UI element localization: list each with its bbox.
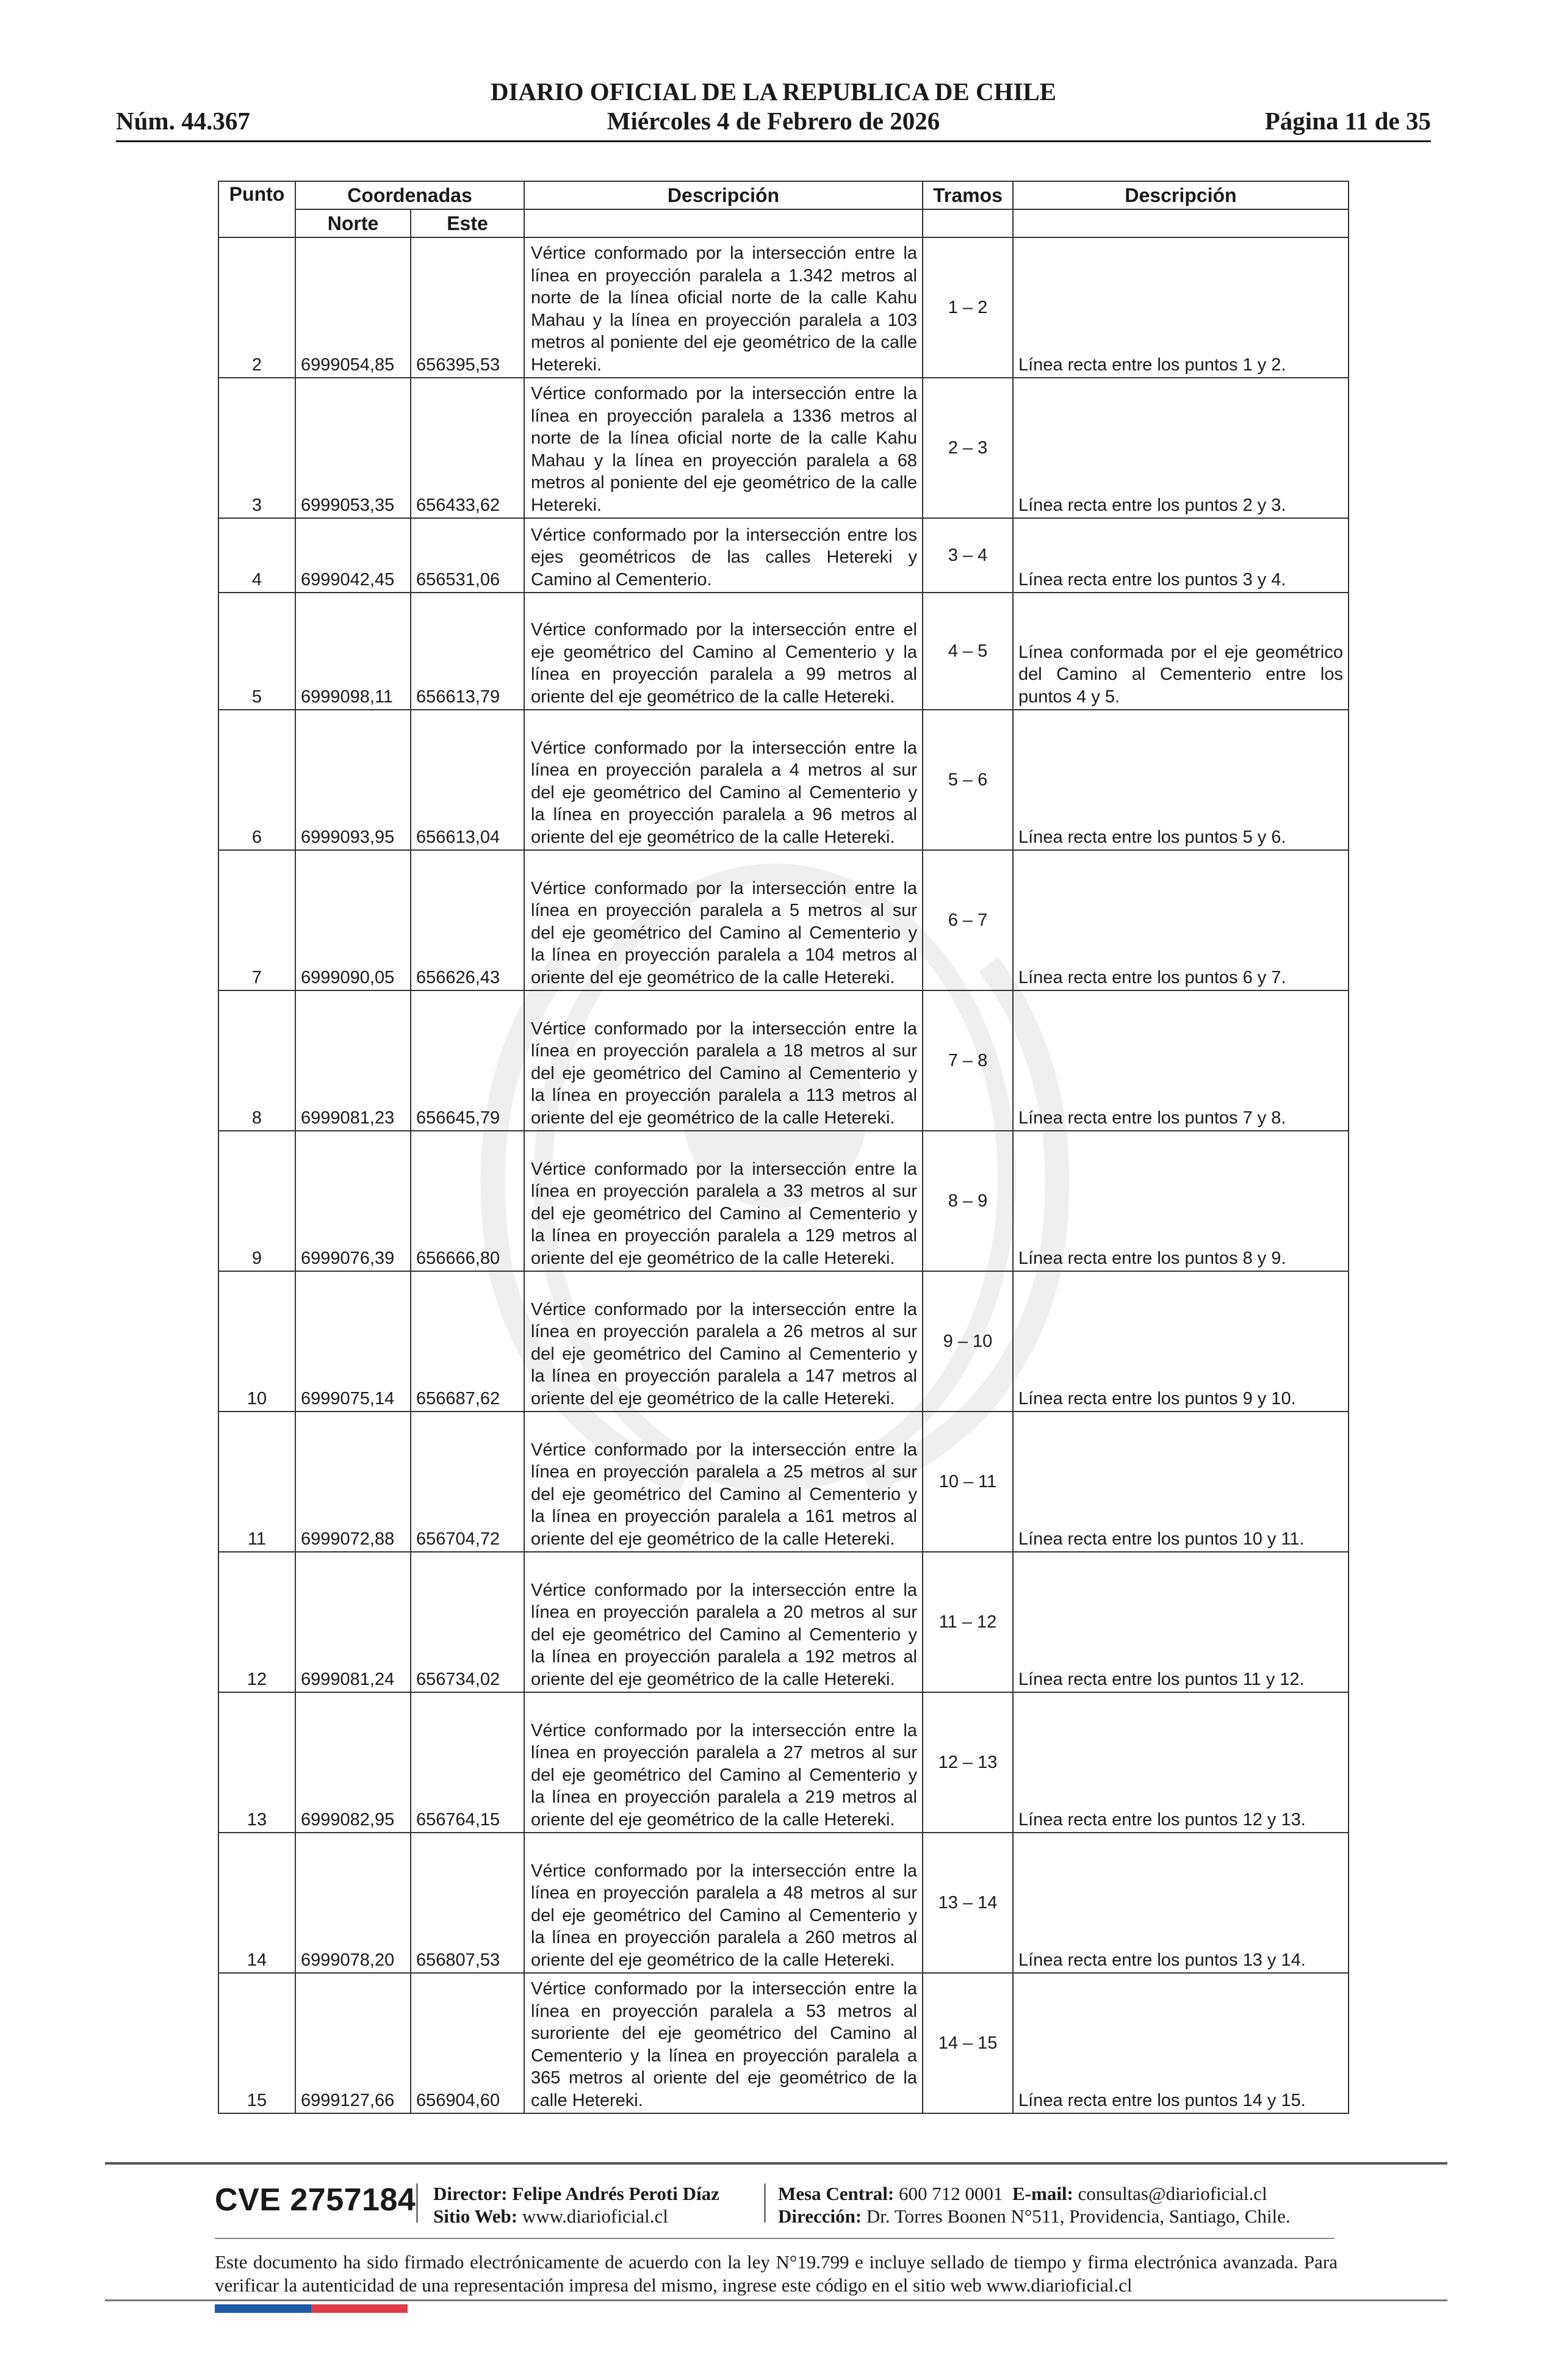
- cell-este: 656626,43: [411, 850, 524, 990]
- cell-descripcion-tramo: Línea conformada por el eje geométrico del Camino al Cementerio entre los puntos 4 y 5.: [1013, 593, 1349, 710]
- cell-este: 656807,53: [411, 1833, 524, 1973]
- director-block: [433, 2182, 719, 2227]
- cell-descripcion: Vértice conformado por la intersección entre la línea en proyección paralela a 5 metros al sur del eje geométrico del Camino al Cementerio y la línea en proyección paralela a 104 metros al oriente del eje geométrico de la calle Hetereki.: [524, 850, 923, 990]
- cell-norte: 6999076,39: [295, 1131, 411, 1271]
- publication-title: DIARIO OFICIAL DE LA REPUBLICA DE CHILE: [490, 78, 1057, 106]
- email-link[interactable]: consultas@diarioficial.cl: [1078, 2183, 1267, 2204]
- cell-este: 656734,02: [411, 1552, 524, 1692]
- cell-norte: 6999054,85: [295, 237, 411, 378]
- header-tramos: Tramos: [923, 181, 1013, 209]
- footer-divider-2: [215, 2238, 1334, 2239]
- legal-notice: Este documento ha sido firmado electrónicamente de acuerdo con la ley N°19.799 e incluye sellado de tiempo y firma electrónica avanzada. Para verificar la autenticidad de una representación impresa del mismo, ingrese este código en el sitio web www.diarioficial.cl: [215, 2251, 1338, 2296]
- cell-descripcion-tramo: Línea recta entre los puntos 9 y 10.: [1013, 1271, 1349, 1412]
- cell-este: 656764,15: [411, 1692, 524, 1833]
- table-row: [218, 1552, 1349, 1692]
- cell-punto: 13: [218, 1692, 295, 1833]
- cell-norte: 6999078,20: [295, 1833, 411, 1973]
- coordinates-table: [218, 181, 1349, 2114]
- header-coordenadas: Coordenadas: [295, 181, 524, 209]
- cell-descripcion: Vértice conformado por la intersección entre la línea en proyección paralela a 33 metros al sur del eje geométrico del Camino al Cementerio y la línea en proyección paralela a 129 metros al oriente del eje geométrico de la calle Hetereki.: [524, 1131, 923, 1271]
- cell-norte: 6999042,45: [295, 518, 411, 593]
- cell-norte: 6999081,24: [295, 1552, 411, 1692]
- cell-este: 656645,79: [411, 990, 524, 1131]
- header-descripcion: Descripción: [524, 181, 923, 209]
- header-tramos-empty: [923, 209, 1013, 237]
- cell-este: 656613,04: [411, 710, 524, 850]
- table-row: [218, 378, 1349, 518]
- cell-descripcion-tramo: Línea recta entre los puntos 10 y 11.: [1013, 1412, 1349, 1552]
- cell-norte: 6999127,66: [295, 1973, 411, 2113]
- cell-descripcion-tramo: Línea recta entre los puntos 7 y 8.: [1013, 990, 1349, 1131]
- cell-punto: 4: [218, 518, 295, 593]
- cell-tramo: 7 – 8: [923, 990, 1013, 1131]
- cell-este: 656666,80: [411, 1131, 524, 1271]
- header-norte: Norte: [295, 209, 411, 237]
- cell-tramo: 13 – 14: [923, 1833, 1013, 1973]
- cve-code: CVE 2757184: [215, 2182, 416, 2218]
- footer-divider: [105, 2162, 1447, 2165]
- director-name: Felipe Andrés Peroti Díaz: [512, 2183, 719, 2204]
- table-body: [218, 237, 1349, 2113]
- publication-date: Miércoles 4 de Febrero de 2026: [607, 107, 940, 135]
- cell-punto: 10: [218, 1271, 295, 1412]
- cell-descripcion: Vértice conformado por la intersección entre la línea en proyección paralela a 20 metros al sur del eje geométrico del Camino al Cementerio y la línea en proyección paralela a 192 metros al oriente del eje geométrico de la calle Hetereki.: [524, 1552, 923, 1692]
- web-link[interactable]: www.diarioficial.cl: [522, 2205, 668, 2227]
- cell-descripcion-tramo: Línea recta entre los puntos 14 y 15.: [1013, 1973, 1349, 2113]
- table-row: [218, 1692, 1349, 1833]
- cell-norte: 6999081,23: [295, 990, 411, 1131]
- contact-block: [778, 2182, 1291, 2227]
- cell-descripcion: Vértice conformado por la intersección entre la línea en proyección paralela a 4 metros al sur del eje geométrico del Camino al Cementerio y la línea en proyección paralela a 96 metros al oriente del eje geométrico de la calle Hetereki.: [524, 710, 923, 850]
- flag-bar-red: [311, 2304, 408, 2313]
- cell-descripcion-tramo: Línea recta entre los puntos 2 y 3.: [1013, 378, 1349, 518]
- header-descripcion-tramo: Descripción: [1013, 181, 1349, 209]
- cell-este: 656613,79: [411, 593, 524, 710]
- cell-tramo: 9 – 10: [923, 1271, 1013, 1412]
- mesa-value: 600 712 0001: [899, 2183, 1003, 2204]
- email-label: E-mail:: [1012, 2183, 1073, 2204]
- cell-descripcion: Vértice conformado por la intersección entre la línea en proyección paralela a 18 metros al sur del eje geométrico del Camino al Cementerio y la línea en proyección paralela a 113 metros al oriente del eje geométrico de la calle Hetereki.: [524, 990, 923, 1131]
- cell-descripcion: Vértice conformado por la intersección entre la línea en proyección paralela a 26 metros al sur del eje geométrico del Camino al Cementerio y la línea en proyección paralela a 147 metros al oriente del eje geométrico de la calle Hetereki.: [524, 1271, 923, 1412]
- cell-tramo: 11 – 12: [923, 1552, 1013, 1692]
- cell-descripcion-tramo: Línea recta entre los puntos 12 y 13.: [1013, 1692, 1349, 1833]
- cell-descripcion: Vértice conformado por la intersección entre los ejes geométricos de las calles Hetereki y Camino al Cementerio.: [524, 518, 923, 593]
- footer-separator: [416, 2183, 418, 2223]
- cell-este: 656704,72: [411, 1412, 524, 1552]
- cell-punto: 6: [218, 710, 295, 850]
- cell-descripcion: Vértice conformado por la intersección entre la línea en proyección paralela a 27 metros al sur del eje geométrico del Camino al Cementerio y la línea en proyección paralela a 219 metros al oriente del eje geométrico de la calle Hetereki.: [524, 1692, 923, 1833]
- flag-bar-blue: [215, 2304, 311, 2313]
- cell-norte: 6999075,14: [295, 1271, 411, 1412]
- header-punto: Punto: [218, 181, 295, 237]
- cell-descripcion-tramo: Línea recta entre los puntos 3 y 4.: [1013, 518, 1349, 593]
- cell-punto: 11: [218, 1412, 295, 1552]
- footer-separator: [764, 2183, 766, 2223]
- cell-punto: 5: [218, 593, 295, 710]
- header-descripcion-empty: [524, 209, 923, 237]
- cell-punto: 12: [218, 1552, 295, 1692]
- cell-este: 656395,53: [411, 237, 524, 378]
- mesa-label: Mesa Central:: [778, 2183, 895, 2204]
- cell-tramo: 12 – 13: [923, 1692, 1013, 1833]
- cell-tramo: 5 – 6: [923, 710, 1013, 850]
- cell-norte: 6999053,35: [295, 378, 411, 518]
- cell-descripcion-tramo: Línea recta entre los puntos 5 y 6.: [1013, 710, 1349, 850]
- cell-descripcion: Vértice conformado por la intersección entre la línea en proyección paralela a 53 metros al suroriente del eje geométrico del Camino al Cementerio y la línea en proyección paralela a 365 metros al oriente del eje geométrico de la calle Hetereki.: [524, 1973, 923, 2113]
- cell-tramo: 14 – 15: [923, 1973, 1013, 2113]
- table-row: [218, 1131, 1349, 1271]
- table-row: [218, 1412, 1349, 1552]
- cell-norte: 6999072,88: [295, 1412, 411, 1552]
- cell-tramo: 10 – 11: [923, 1412, 1013, 1552]
- direccion-label: Dirección:: [778, 2205, 862, 2227]
- cell-punto: 7: [218, 850, 295, 990]
- table-row: [218, 1833, 1349, 1973]
- cell-descripcion-tramo: Línea recta entre los puntos 1 y 2.: [1013, 237, 1349, 378]
- cell-descripcion-tramo: Línea recta entre los puntos 6 y 7.: [1013, 850, 1349, 990]
- table-row: [218, 593, 1349, 710]
- director-label: Director:: [433, 2183, 508, 2204]
- page-number: Página 11 de 35: [1264, 107, 1431, 135]
- cell-punto: 2: [218, 237, 295, 378]
- cell-descripcion: Vértice conformado por la intersección entre la línea en proyección paralela a 48 metros al sur del eje geométrico del Camino al Cementerio y la línea en proyección paralela a 260 metros al oriente del eje geométrico de la calle Hetereki.: [524, 1833, 923, 1973]
- cell-este: 656687,62: [411, 1271, 524, 1412]
- cell-descripcion-tramo: Línea recta entre los puntos 13 y 14.: [1013, 1833, 1349, 1973]
- table-row: [218, 1973, 1349, 2113]
- cell-este: 656433,62: [411, 378, 524, 518]
- cell-tramo: 6 – 7: [923, 850, 1013, 990]
- table-header-row: [218, 181, 1349, 209]
- table-row: [218, 1271, 1349, 1412]
- cell-punto: 3: [218, 378, 295, 518]
- table-row: [218, 710, 1349, 850]
- cell-tramo: 3 – 4: [923, 518, 1013, 593]
- cell-descripcion-tramo: Línea recta entre los puntos 8 y 9.: [1013, 1131, 1349, 1271]
- cell-norte: 6999090,05: [295, 850, 411, 990]
- cell-descripcion-tramo: Línea recta entre los puntos 11 y 12.: [1013, 1552, 1349, 1692]
- table-row: [218, 990, 1349, 1131]
- cell-norte: 6999082,95: [295, 1692, 411, 1833]
- header-divider: [116, 140, 1431, 142]
- cell-este: 656904,60: [411, 1973, 524, 2113]
- table-row: [218, 518, 1349, 593]
- cell-descripcion: Vértice conformado por la intersección entre la línea en proyección paralela a 1336 metros al norte de la línea oficial norte de la calle Kahu Mahau y la línea en proyección paralela a 68 metros al poniente del eje geométrico de la calle Hetereki.: [524, 378, 923, 518]
- cell-punto: 8: [218, 990, 295, 1131]
- table-row: [218, 850, 1349, 990]
- cell-tramo: 2 – 3: [923, 378, 1013, 518]
- cell-descripcion: Vértice conformado por la intersección entre el eje geométrico del Camino al Cementerio y la línea en proyección paralela a 99 metros al oriente del eje geométrico de la calle Hetereki.: [524, 593, 923, 710]
- direccion-value: Dr. Torres Boonen N°511, Providencia, Santiago, Chile.: [866, 2205, 1291, 2227]
- header-descripcion-tramo-empty: [1013, 209, 1349, 237]
- cell-tramo: 8 – 9: [923, 1131, 1013, 1271]
- cell-tramo: 4 – 5: [923, 593, 1013, 710]
- cell-descripcion: Vértice conformado por la intersección entre la línea en proyección paralela a 1.342 metros al norte de la línea oficial norte de la calle Kahu Mahau y la línea en proyección paralela a 103 metros al poniente del eje geométrico de la calle Hetereki.: [524, 237, 923, 378]
- cell-punto: 14: [218, 1833, 295, 1973]
- table-subheader-row: [218, 209, 1349, 237]
- table-row: [218, 237, 1349, 378]
- cell-norte: 6999093,95: [295, 710, 411, 850]
- cell-punto: 9: [218, 1131, 295, 1271]
- cell-tramo: 1 – 2: [923, 237, 1013, 378]
- web-label: Sitio Web:: [433, 2205, 518, 2227]
- page-header: [116, 74, 1431, 142]
- cell-norte: 6999098,11: [295, 593, 411, 710]
- cell-este: 656531,06: [411, 518, 524, 593]
- issue-number: Núm. 44.367: [116, 107, 250, 135]
- cell-punto: 15: [218, 1973, 295, 2113]
- footer-divider-3: [105, 2299, 1447, 2301]
- header-este: Este: [411, 209, 524, 237]
- cell-descripcion: Vértice conformado por la intersección entre la línea en proyección paralela a 25 metros al sur del eje geométrico del Camino al Cementerio y la línea en proyección paralela a 161 metros al oriente del eje geométrico de la calle Hetereki.: [524, 1412, 923, 1552]
